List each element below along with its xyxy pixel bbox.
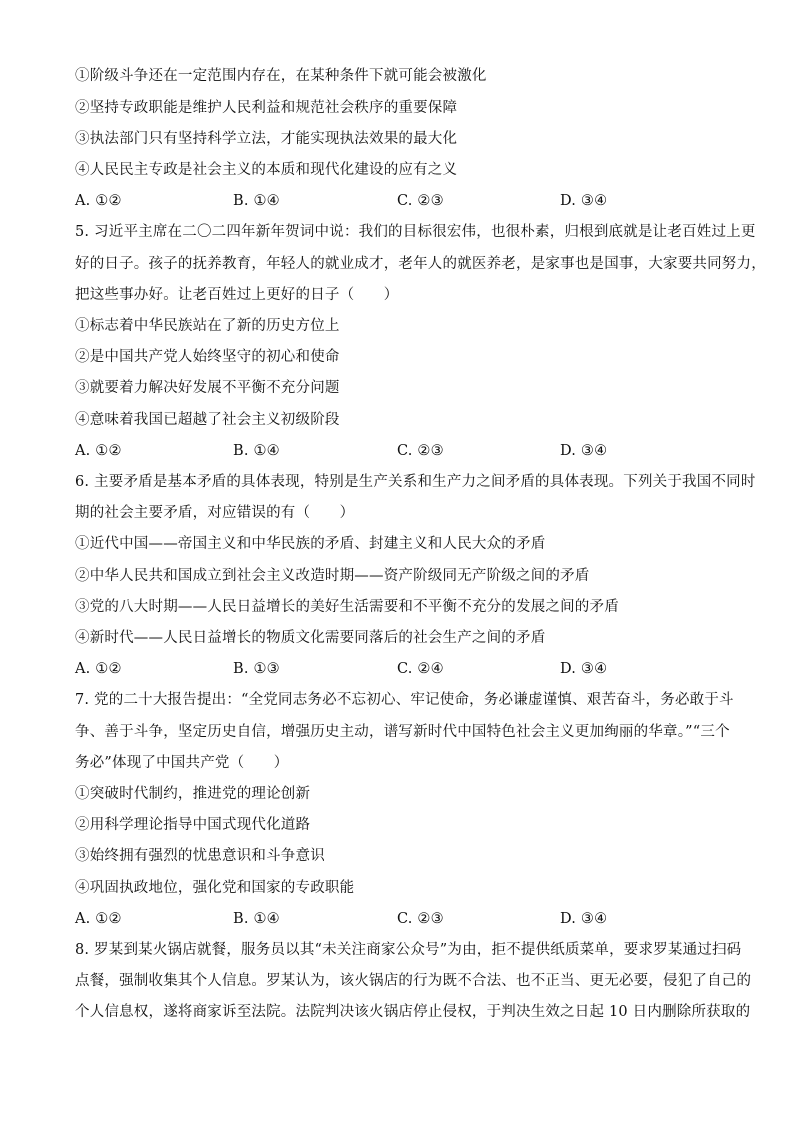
q7-item-4: ④巩固执政地位，强化党和国家的专政职能	[75, 880, 355, 896]
q5-option-c[interactable]: C. ②③	[397, 443, 444, 459]
q6-options	[75, 659, 735, 679]
q7-stem-line-2: 争、善于斗争，坚定历史自信，增强历史主动，谱写新时代中国特色社会主义更加绚丽的华章。”“三个	[75, 724, 730, 740]
q6-item-2: ②中华人民共和国成立到社会主义改造时期——资产阶级同无产阶级之间的矛盾	[75, 568, 590, 584]
q6-item-4: ④新时代——人民日益增长的物质文化需要同落后的社会生产之间的矛盾	[75, 630, 546, 646]
q7-item-1: ①突破时代制约，推进党的理论创新	[75, 786, 311, 802]
q5-option-a[interactable]: A. ①②	[75, 443, 122, 459]
q6-option-c[interactable]: C. ②④	[397, 661, 444, 677]
q5-stem-line-1: 5. 习近平主席在二〇二四年新年贺词中说：我们的目标很宏伟，也很朴素，归根到底就是让老百姓过上更	[75, 224, 756, 240]
q5-item-2: ②是中国共产党人始终坚守的初心和使命	[75, 349, 340, 365]
q4-item-4: ④人民民主专政是社会主义的本质和现代化建设的应有之义	[75, 162, 458, 178]
q5-option-b[interactable]: B. ①④	[233, 443, 280, 459]
q7-option-d[interactable]: D. ③④	[560, 911, 608, 927]
q6-option-d[interactable]: D. ③④	[560, 661, 608, 677]
q5-stem-line-2: 好的日子。孩子的抚养教育，年轻人的就业成才，老年人的就医养老，是家事也是国事，大家要共同努力，	[75, 256, 766, 272]
q5-item-1: ①标志着中华民族站在了新的历史方位上	[75, 318, 340, 334]
q7-stem-line-1: 7. 党的二十大报告提出：“全党同志务必不忘初心、牢记使命，务必谦虚谨慎、艰苦奋斗，务必敢于斗	[75, 692, 734, 708]
q8-stem-line-3: 个人信息权，遂将商家诉至法院。法院判决该火锅店停止侵权，于判决生效之日起 10 日内删除所获取的	[75, 1004, 751, 1020]
q6-item-3: ③党的八大时期——人民日益增长的美好生活需要和不平衡不充分的发展之间的矛盾	[75, 599, 619, 615]
q7-options	[75, 909, 735, 929]
q6-option-b[interactable]: B. ①③	[233, 661, 280, 677]
q7-item-3: ③始终拥有强烈的忧患意识和斗争意识	[75, 848, 325, 864]
q4-item-2: ②坚持专政职能是维护人民利益和规范社会秩序的重要保障	[75, 100, 458, 116]
q6-stem-line-2: 期的社会主要矛盾，对应错误的有（ ）	[75, 505, 355, 521]
q7-item-2: ②用科学理论指导中国式现代化道路	[75, 817, 311, 833]
q5-item-3: ③就要着力解决好发展不平衡不充分问题	[75, 380, 340, 396]
q4-option-d[interactable]: D. ③④	[560, 193, 608, 209]
q4-item-3: ③执法部门只有坚持科学立法，才能实现执法效果的最大化	[75, 131, 458, 147]
q5-option-d[interactable]: D. ③④	[560, 443, 608, 459]
q5-stem-line-3: 把这些事办好。让老百姓过上更好的日子（ ）	[75, 287, 399, 303]
q4-item-1: ①阶级斗争还在一定范围内存在，在某种条件下就可能会被激化	[75, 68, 487, 84]
q7-option-b[interactable]: B. ①④	[233, 911, 280, 927]
q4-option-a[interactable]: A. ①②	[75, 193, 122, 209]
q7-stem-line-3: 务必”体现了中国共产党（ ）	[75, 755, 289, 771]
q8-stem-line-1: 8. 罗某到某火锅店就餐，服务员以其“未关注商家公众号”为由，拒不提供纸质菜单，要求罗某通过扫码	[75, 942, 742, 958]
q6-stem-line-1: 6. 主要矛盾是基本矛盾的具体表现，特别是生产关系和生产力之间矛盾的具体表现。下列关于我国不同时	[75, 474, 756, 490]
q4-option-b[interactable]: B. ①④	[233, 193, 280, 209]
q4-option-c[interactable]: C. ②③	[397, 193, 444, 209]
q5-item-4: ④意味着我国已超越了社会主义初级阶段	[75, 412, 340, 428]
q7-option-c[interactable]: C. ②③	[397, 911, 444, 927]
q6-item-1: ①近代中国——帝国主义和中华民族的矛盾、封建主义和人民大众的矛盾	[75, 536, 546, 552]
q6-option-a[interactable]: A. ①②	[75, 661, 122, 677]
q4-options	[75, 191, 735, 211]
q5-options	[75, 441, 735, 461]
q8-stem-line-2: 点餐，强制收集其个人信息。罗某认为，该火锅店的行为既不合法、也不正当、更无必要，侵犯了自己的	[75, 973, 752, 989]
q7-option-a[interactable]: A. ①②	[75, 911, 122, 927]
